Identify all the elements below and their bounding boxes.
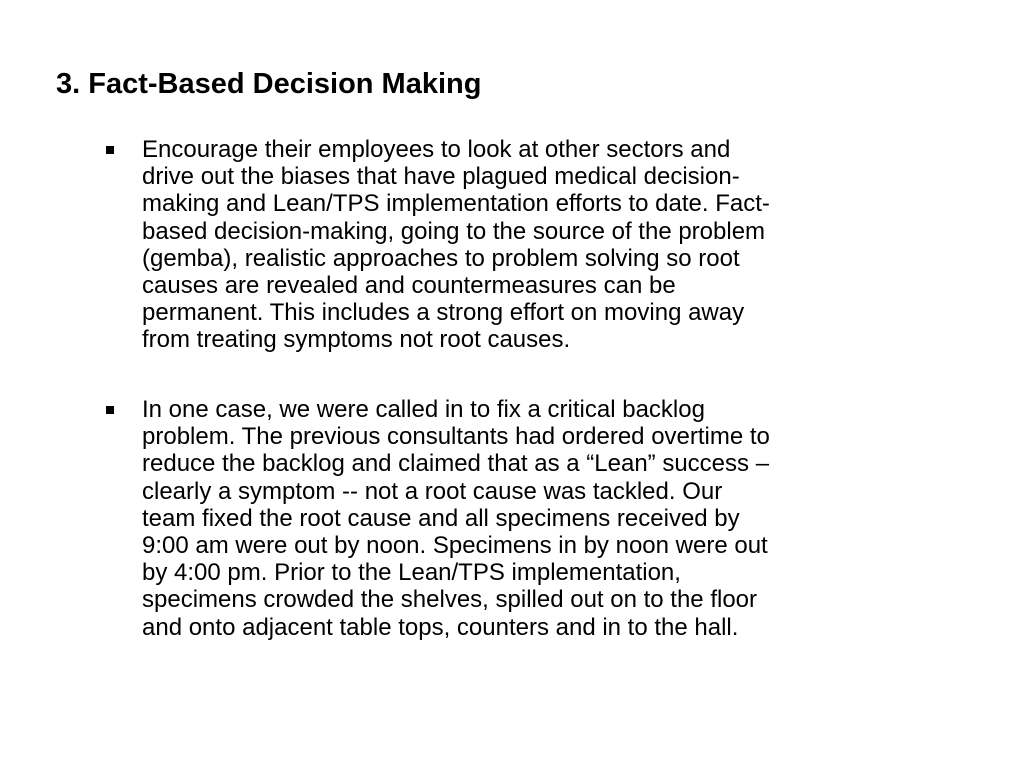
text-line: drive out the biases that have plagued medical decision- bbox=[142, 163, 740, 191]
text-line: problem. The previous consultants had ordered overtime to bbox=[142, 423, 770, 451]
text-line: reduce the backlog and claimed that as a “Lean” success – bbox=[142, 450, 770, 478]
text-line: Encourage their employees to look at other sectors and bbox=[142, 136, 731, 163]
text-line: specimens crowded the shelves, spilled out on to the floor bbox=[142, 586, 758, 614]
text-line: based decision-making, going to the source of the problem bbox=[142, 217, 766, 245]
bullet-text-1 bbox=[142, 136, 902, 354]
text-line: causes are revealed and countermeasures can be bbox=[142, 272, 676, 300]
text-line: In one case, we were called in to fix a critical backlog bbox=[142, 396, 705, 423]
text-line: clearly a symptom -- not a root cause was tackled. Our bbox=[142, 477, 723, 505]
square-bullet-icon bbox=[106, 146, 114, 154]
square-bullet-icon bbox=[106, 406, 114, 414]
text-line: permanent. This includes a strong effort on moving away bbox=[142, 299, 745, 327]
text-line: by 4:00 pm. Prior to the Lean/TPS implementation, bbox=[142, 559, 681, 587]
text-line: 9:00 am were out by noon. Specimens in by noon were out bbox=[142, 532, 768, 560]
text-line: making and Lean/TPS implementation efforts to date. Fact- bbox=[142, 190, 770, 218]
text-line: and onto adjacent table tops, counters and in to the hall. bbox=[142, 613, 739, 641]
slide-title: 3. Fact-Based Decision Making bbox=[56, 68, 482, 100]
text-line: team fixed the root cause and all specimens received by bbox=[142, 504, 740, 532]
text-line: (gemba), realistic approaches to problem solving so root bbox=[142, 244, 740, 272]
bullet-text-2 bbox=[142, 396, 902, 641]
text-line: from treating symptoms not root causes. bbox=[142, 326, 571, 354]
